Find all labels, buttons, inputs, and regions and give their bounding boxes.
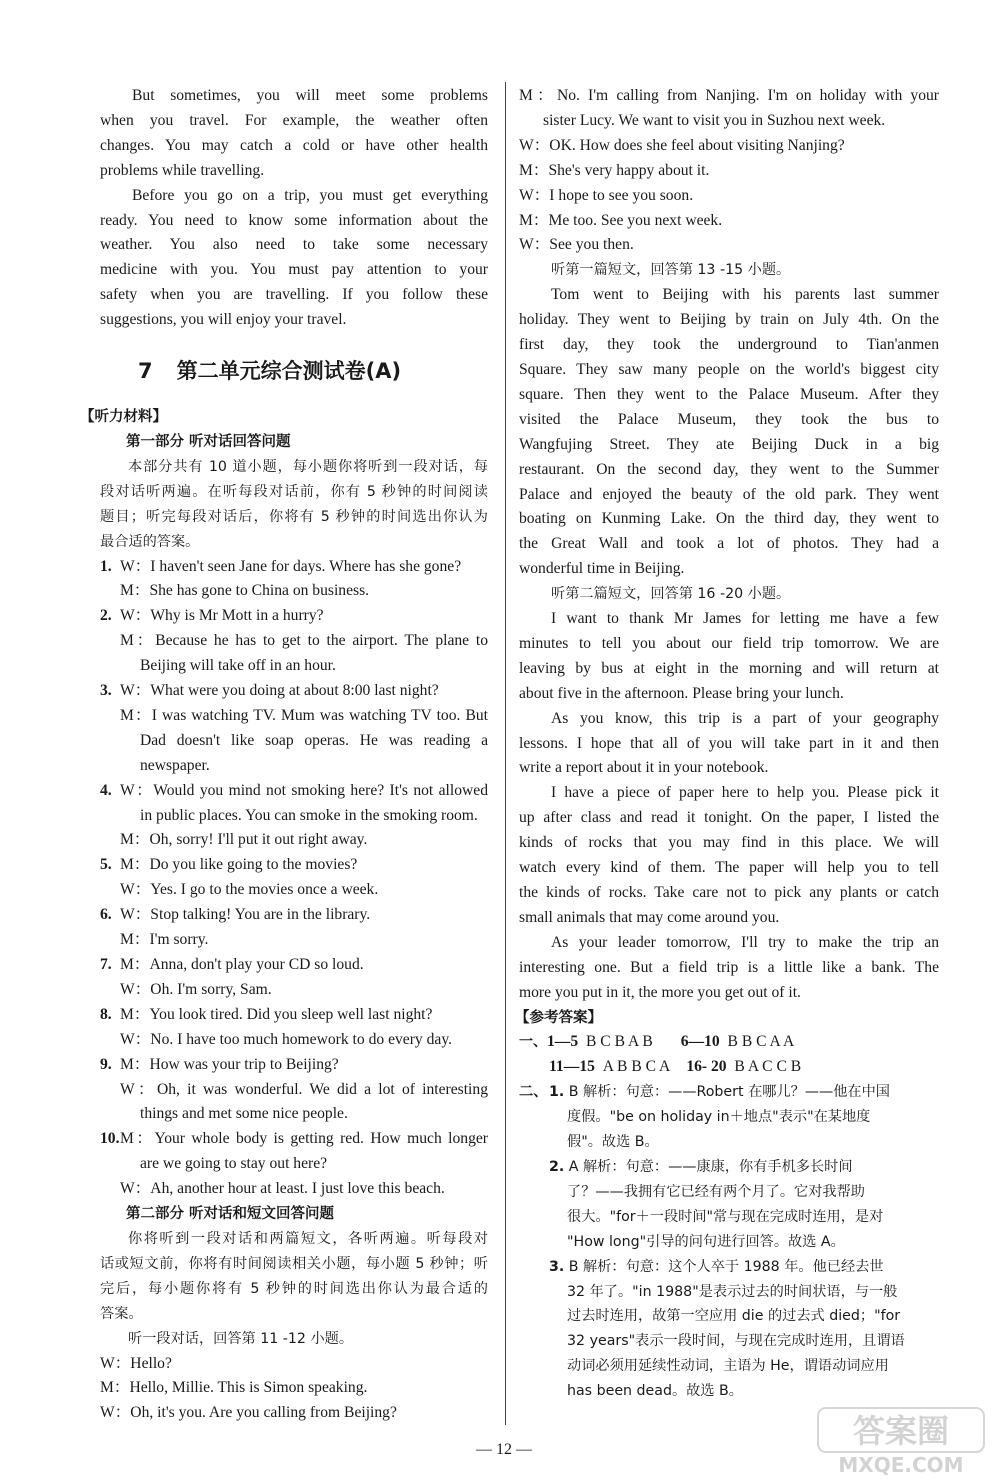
dialogue-line: M：Because he has to get to the airport. The plane to	[120, 632, 488, 650]
text-line: But sometimes, you will meet some problems	[132, 87, 488, 104]
passage2	[519, 607, 939, 1006]
dialogue-line: M：Hello, Millie. This is Simon speaking.	[100, 1379, 368, 1397]
text-line: about five in the afternoon. Please bring your lunch.	[519, 684, 844, 702]
answer-explanations	[519, 1080, 939, 1404]
dialogue-line: W：Stop talking! You are in the library.	[120, 906, 371, 924]
answer-range: 16- 20	[686, 1058, 727, 1076]
dialogue-item	[100, 853, 488, 903]
text-line: changes. You may catch a cold or have other health	[100, 136, 488, 154]
text-line: 最合适的答案。	[100, 533, 200, 550]
dialogue-item	[100, 1127, 488, 1202]
text-line: safety when you are travelling. If you follow these	[100, 286, 488, 304]
intro-paragraph-1-body	[100, 109, 488, 184]
text-line: medicine with you. You must pay attention to your	[100, 261, 488, 279]
text-line: Wangfujing Street. They ate Beijing Duck in a big	[519, 435, 939, 453]
watermark-url: MXQE.COM	[838, 1453, 964, 1477]
dialogue-item	[100, 953, 488, 1003]
text-line: small animals that may come around you.	[519, 908, 780, 926]
dialogue-number: 2.	[100, 607, 112, 625]
text-line: As you know, this trip is a part of your geography	[551, 709, 939, 727]
dialogue-number: 8.	[100, 1005, 112, 1023]
text-line: 完后，每小题你将有 5 秒钟的时间选出你认为最合适的	[100, 1280, 488, 1297]
answer-row	[519, 1030, 939, 1055]
intro-paragraph-1	[100, 84, 488, 109]
dialogue-number: 10.	[100, 1130, 120, 1148]
answer-part-label: 二、	[519, 1084, 548, 1101]
dialogue-number: 7.	[100, 956, 112, 973]
dialogue-line: W：Ah, another hour at least. I just love this beach.	[120, 1180, 445, 1198]
dialogue-item	[100, 1053, 488, 1128]
dialogue-line: M：No. I'm calling from Nanjing. I'm on holiday with your	[519, 87, 939, 104]
text-line: holiday. They went to Beijing by train on July 4th. On the	[519, 311, 939, 329]
text-line: leaving by bus at eight in the morning and will return at	[519, 659, 939, 677]
dialogue-number: 1.	[100, 557, 112, 575]
intro-paragraph-2	[100, 184, 488, 333]
part1-heading: 第一部分 听对话回答问题	[126, 433, 291, 450]
dialogue-line: W：No. I have too much homework to do every day.	[120, 1030, 452, 1048]
text-line: watch every kind of them. The paper will help you to tell	[519, 859, 939, 877]
section-heading-listening: 【听力材料】	[80, 409, 167, 426]
dialogue-item	[100, 679, 488, 779]
text-line: wonderful time in Beijing.	[519, 560, 685, 578]
dialogue-line: W：What were you doing at about 8:00 last night?	[120, 682, 439, 700]
dialogue-line: M：Your whole body is getting red. How much longer	[120, 1130, 488, 1148]
text-line: 段对话听两遍。在听每段对话前，你有 5 秒钟的时间阅读	[100, 483, 488, 500]
unit-title-text: 第二单元综合测试卷(A)	[176, 359, 402, 384]
explanation-number: 3.	[549, 1258, 565, 1275]
unit-number: 7	[138, 359, 153, 384]
answer-part-label: 一、	[519, 1034, 547, 1051]
left-column	[80, 84, 488, 1426]
dialogue-line: W：See you then.	[519, 236, 634, 254]
explanation-line: 动词必须用延续性动词，主语为 He，谓语动词应用	[567, 1358, 889, 1375]
explanation-number: 2.	[549, 1158, 565, 1175]
dialogue-line: W：Hello?	[100, 1354, 172, 1372]
text-line: I have a piece of paper here to help you. Please pick it	[551, 784, 939, 802]
explanation-line: 很大。"for＋一段时间"常与现在完成时连用，是对	[567, 1208, 884, 1225]
text-line: 话或短文前，你将有时间阅读相关小题，每小题 5 秒钟；听	[100, 1255, 488, 1272]
dialogue-line: M：Anna, don't play your CD so loud.	[120, 956, 364, 973]
dialogue-line: M：I'm sorry.	[120, 931, 209, 949]
text-line: Palace and enjoyed the beauty of the old park. They went	[519, 485, 939, 503]
page-number: — 12 —	[476, 1441, 532, 1458]
explanation-line: 32 years"表示一段时间，与现在完成时连用，且谓语	[567, 1333, 905, 1350]
text-line: 题目；听完每段对话后，你将有 5 秒钟的时间选出你认为	[100, 508, 488, 525]
dialogue-continued	[519, 84, 939, 258]
answer-range: 6—10	[680, 1033, 720, 1051]
dialogue-line: W：Oh, it was wonderful. We did a lot of interesting	[120, 1080, 488, 1098]
dialogue-line: W：Yes. I go to the movies once a week.	[120, 881, 379, 899]
dialogue-line: are we going to stay out here?	[140, 1155, 328, 1173]
passage2-intro: 听第二篇短文，回答第 16 -20 小题。	[551, 586, 791, 603]
text-line: first day, they took the underground to Tian'anmen	[519, 336, 939, 354]
text-line: write a report about it in your notebook.	[519, 759, 769, 777]
answer-letters: B A C C B	[734, 1058, 802, 1076]
dialogue-line: in public places. You can smoke in the smoking room.	[140, 806, 478, 824]
dialogue-line: W：Oh, it's you. Are you calling from Beijing?	[100, 1404, 397, 1422]
dialogue-line: M：Me too. See you next week.	[519, 211, 723, 229]
text-line: 本部分共有 10 道小题，每小题你将听到一段对话，每	[128, 458, 488, 475]
text-line: boating on Kunming Lake. On the third day, they went to	[519, 510, 939, 528]
text-line: 答案。	[100, 1305, 143, 1322]
dialogue-line: M：Oh, sorry! I'll put it out right away.	[120, 831, 368, 849]
dialogue-number: 3.	[100, 682, 112, 700]
answer-letters: B B C A A	[727, 1033, 795, 1051]
explanation-line: 度假。"be on holiday in＋地点"表示"在某地度	[567, 1109, 871, 1126]
answer-letters: B C B A B	[585, 1033, 653, 1051]
explanation-line: 过去时连用，故第一空应用 die 的过去式 died；"for	[567, 1308, 901, 1325]
dialogue-item	[100, 555, 488, 605]
text-line: weather. You also need to take some necessary	[100, 236, 488, 254]
watermark-text: 答案圈	[852, 1412, 950, 1450]
text-line: kinds of rocks that you may find in this place. We will	[519, 834, 939, 852]
answer-range: 11—15	[549, 1058, 595, 1076]
dialogue-number: 5.	[100, 856, 112, 874]
explanation-line: 假"。故选 B。	[567, 1134, 659, 1151]
text-line: problems while travelling.	[100, 161, 265, 179]
explanation-number: 1.	[549, 1084, 565, 1101]
text-line: Tom went to Beijing with his parents last summer	[551, 286, 939, 304]
dialogue-line: sister Lucy. We want to visit you in Suzhou next week.	[543, 111, 886, 129]
text-line: the Great Wall and took a lot of photos. They had a	[519, 535, 939, 553]
dialogue-line: W：OK. How does she feel about visiting Nanjing?	[519, 136, 845, 154]
text-line: lessons. I hope that all of you will take part in it and then	[519, 734, 939, 752]
dialogue-list	[100, 555, 488, 1203]
watermark-logo	[812, 1406, 992, 1478]
text-line: restaurant. On the second day, they went to the Summer	[519, 460, 939, 478]
part2-instructions	[100, 1227, 488, 1327]
explanation-line: A 解析：句意：——康康，你有手机多长时间	[568, 1158, 853, 1175]
explanation-item	[519, 1255, 939, 1404]
dialogue-line: W：Would you mind not smoking here? It's not allowed	[120, 781, 488, 799]
dialogue-line: W：Oh. I'm sorry, Sam.	[120, 980, 272, 998]
text-line: minutes to tell you about our field trip tomorrow. We are	[519, 634, 939, 652]
text-line: more you put in it, the more you get out of it.	[519, 983, 801, 1001]
explanation-line: B 解析：句意：这个人卒于 1988 年。他已经去世	[568, 1258, 884, 1275]
dialogue-line: things and met some nice people.	[140, 1105, 348, 1123]
text-line: when you travel. For example, the weather often	[100, 111, 488, 129]
explanation-item	[519, 1155, 939, 1255]
part2-heading: 第二部分 听对话和短文回答问题	[126, 1206, 335, 1223]
dialogue-line: M：She has gone to China on business.	[120, 582, 370, 600]
dialogue-item	[100, 1003, 488, 1053]
column-divider	[505, 82, 506, 1425]
dialogue-line: M：I was watching TV. Mum was watching TV too. But	[120, 706, 488, 724]
text-line: I want to thank Mr James for letting me have a few	[551, 610, 939, 628]
text-line: As your leader tomorrow, I'll try to make the trip an	[551, 933, 939, 951]
dialogue-line: Beijing will take off in an hour.	[140, 657, 336, 675]
text-line: visited the Palace Museum, they took the bus to	[519, 410, 939, 428]
text-line: suggestions, you will enjoy your travel.	[100, 311, 347, 329]
dialogue-line: W：Why is Mr Mott in a hurry?	[120, 607, 324, 625]
passage1	[519, 283, 939, 582]
explanation-line: has been dead。故选 B。	[567, 1383, 743, 1400]
answer-letters: A B B C A	[602, 1058, 671, 1076]
dialogue-line: newspaper.	[140, 756, 210, 774]
dialogue-number: 6.	[100, 906, 112, 924]
text-line: ready. You need to know some information about the	[100, 211, 488, 229]
text-line: Before you go on a trip, you must get everything	[132, 186, 488, 204]
dialogue-item	[100, 779, 488, 854]
dialogue-number: 4.	[100, 781, 112, 799]
dialogue-line: M：You look tired. Did you sleep well last night?	[120, 1005, 433, 1023]
answer-row	[519, 1055, 939, 1080]
explanation-line: 了？——我拥有它已经有两个月了。它对我帮助	[567, 1183, 865, 1200]
text-line: up after class and read it tonight. On the paper, I listed the	[519, 809, 939, 827]
answer-range: 1—5	[547, 1033, 579, 1051]
dialogue-line: W：I hope to see you soon.	[519, 186, 694, 204]
dialogue-number: 9.	[100, 1055, 112, 1073]
text-line: 你将听到一段对话和两篇短文，各听两遍。听每段对	[128, 1230, 488, 1247]
explanation-line: 32 年了。"in 1988"是表示过去的时间状语，与一般	[567, 1283, 898, 1300]
explanation-line: B 解析：句意：——Robert 在哪儿？——他在中国	[568, 1084, 890, 1101]
dialogue-intro: 听一段对话，回答第 11 -12 小题。	[128, 1330, 354, 1347]
dialogue-line: W：I haven't seen Jane for days. Where has she gone?	[120, 557, 462, 575]
dialogue-item	[100, 903, 488, 953]
text-line: interesting one. But a field trip is a little like a bank. The	[519, 958, 939, 976]
dialogue-line: Dad doesn't like soap operas. He was reading a	[140, 731, 488, 749]
explanation-line: "How long"引导的问句进行回答。故选 A。	[567, 1233, 845, 1250]
section-heading-answers: 【参考答案】	[515, 1009, 602, 1026]
right-column	[515, 84, 939, 1404]
text-line: square. Then they went to the Palace Museum. After they	[519, 385, 939, 403]
text-line: Square. They saw many people on the world's biggest city	[519, 360, 939, 378]
dialogue-line: M：How was your trip to Beijing?	[120, 1055, 339, 1073]
watermark-icon	[812, 1406, 992, 1478]
dialogue-line: M：Do you like going to the movies?	[120, 856, 358, 874]
dialogue-item	[100, 604, 488, 679]
dialogue-line: M：She's very happy about it.	[519, 161, 710, 179]
explanation-item	[519, 1080, 939, 1155]
passage1-intro: 听第一篇短文，回答第 13 -15 小题。	[551, 262, 791, 279]
text-line: the kinds of rocks. Take care not to pick any plants or catch	[519, 884, 939, 901]
part1-instructions	[100, 455, 488, 555]
unit-title	[138, 357, 488, 385]
